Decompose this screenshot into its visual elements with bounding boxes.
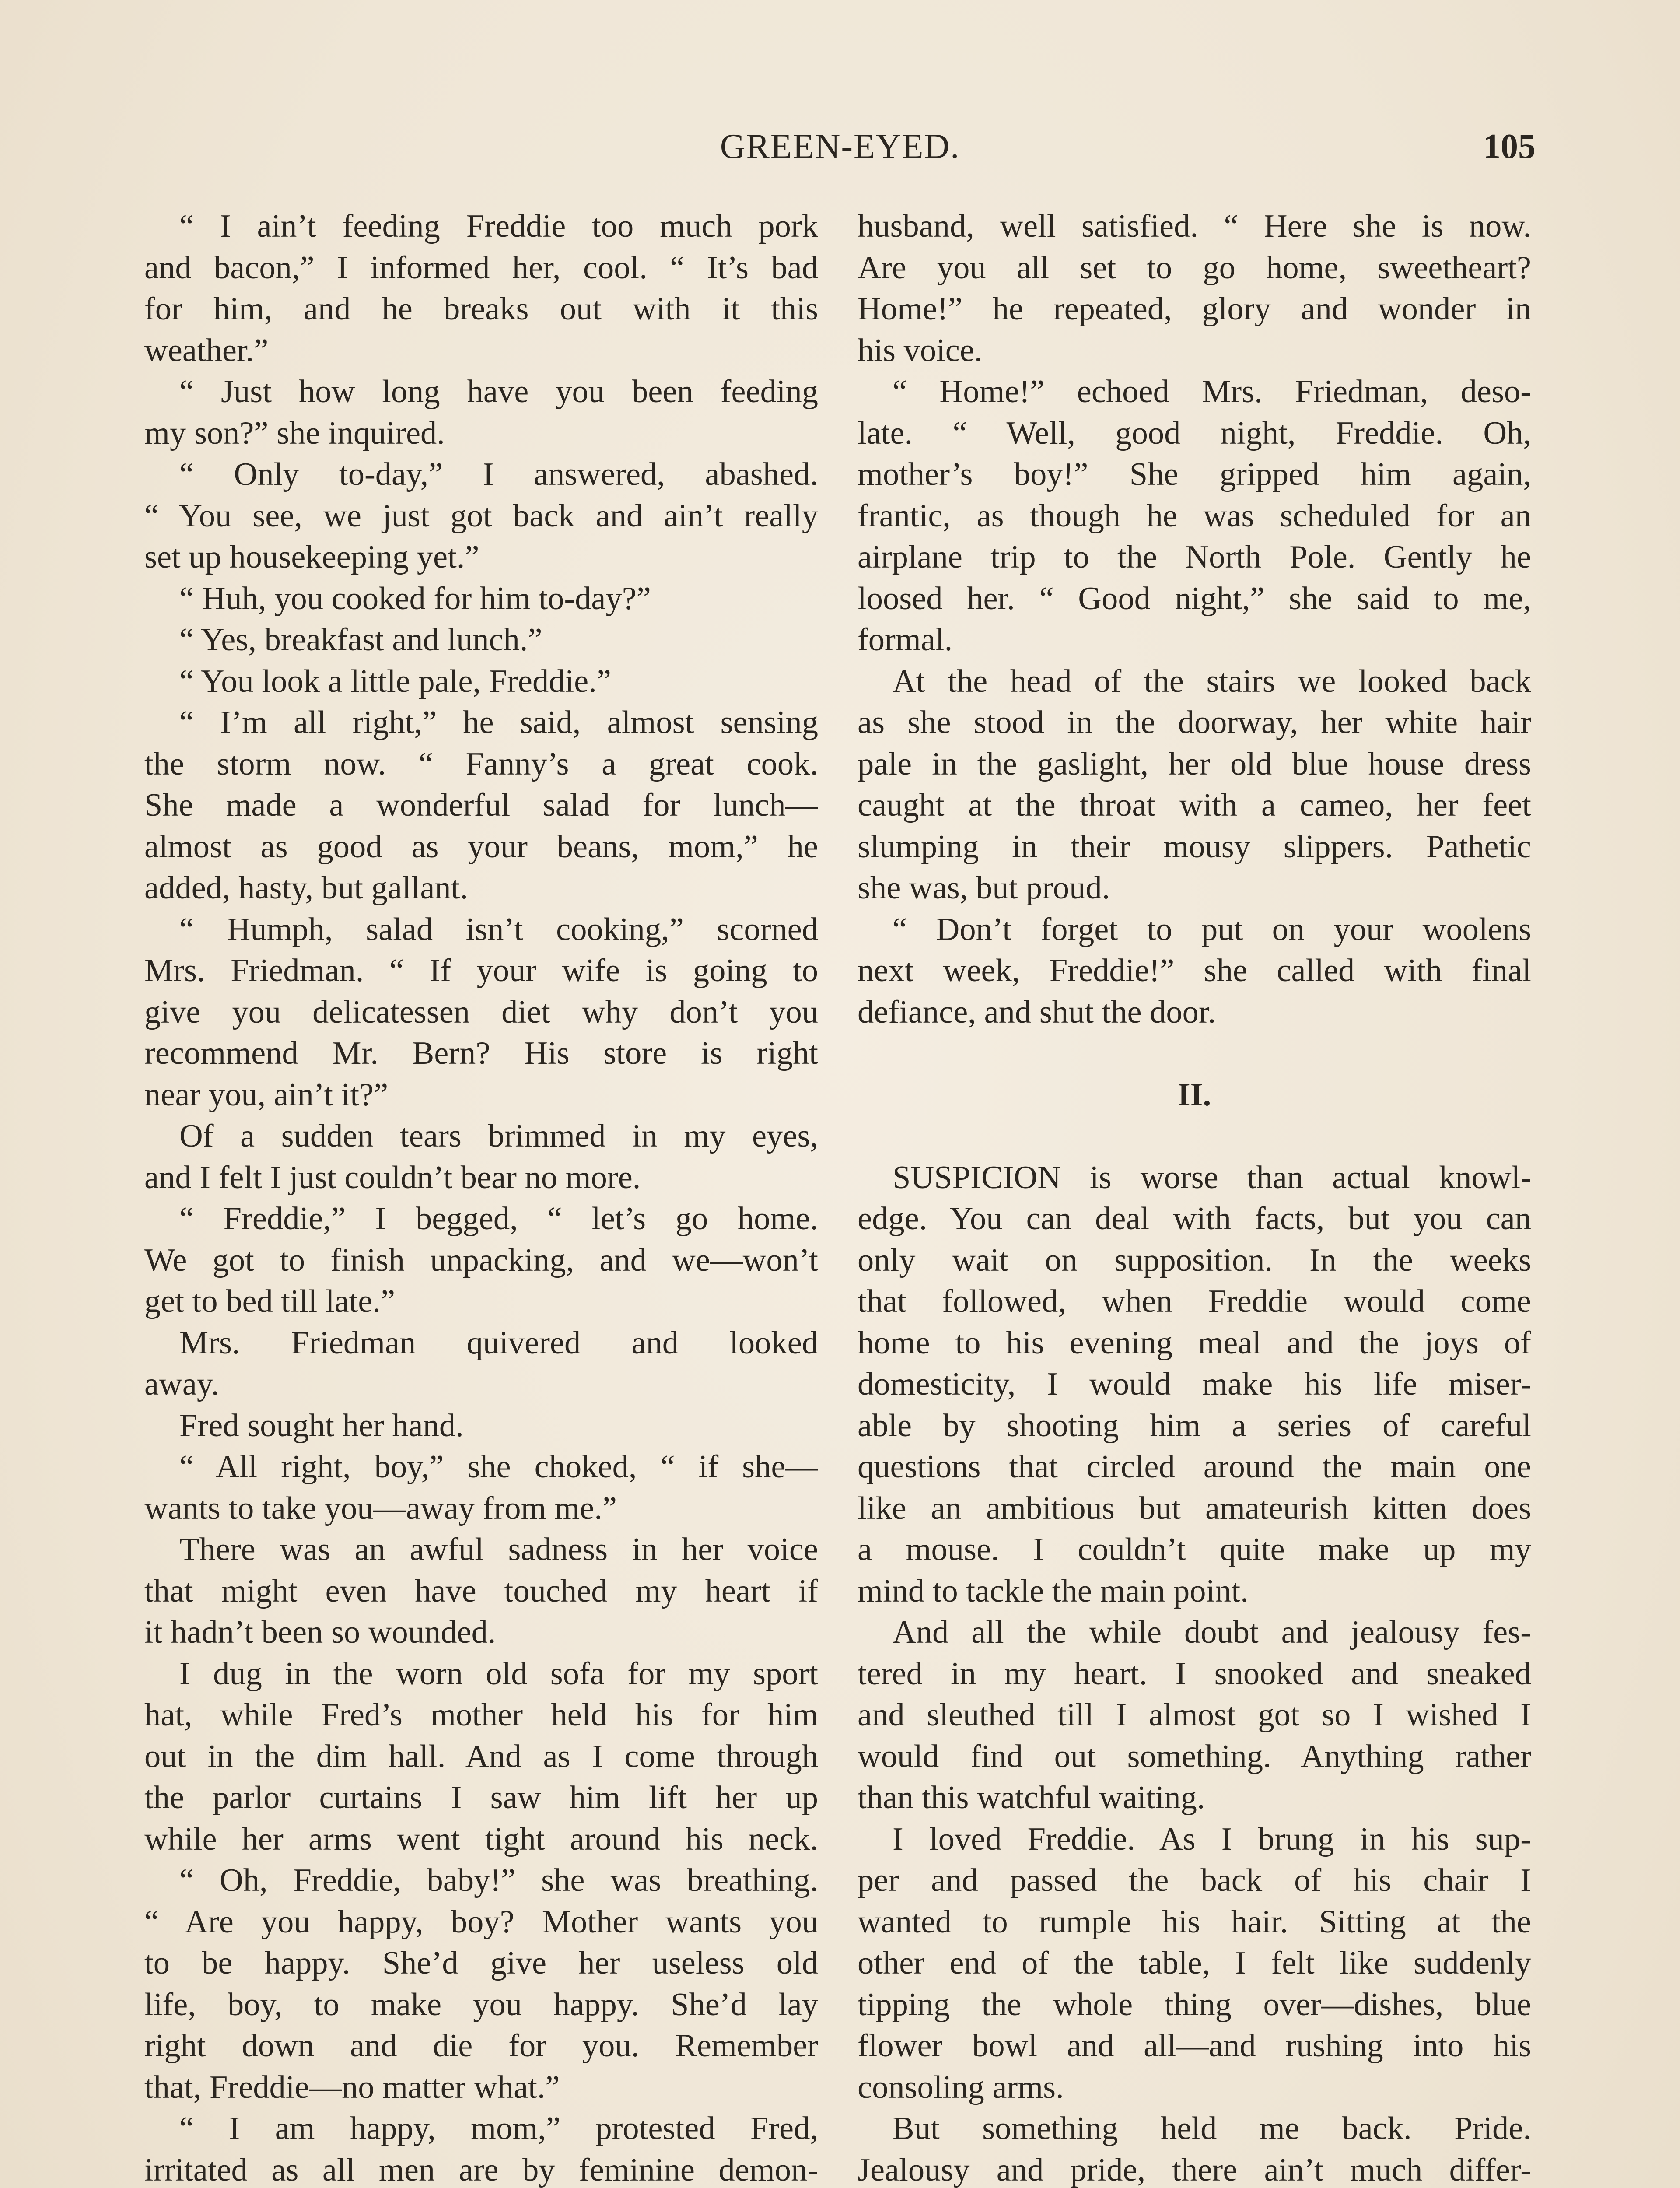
text-line: At the head of the stairs we looked back xyxy=(892,663,1531,699)
text-line: “ Are you happy, boy? Mother wants you xyxy=(144,1904,818,1940)
text-line: And all the while doubt and jealousy fes- xyxy=(892,1614,1531,1650)
text-line: Fred sought her hand. xyxy=(179,1407,464,1444)
text-line: frantic, as though he was scheduled for an xyxy=(858,498,1531,534)
text-line: mind to tackle the main point. xyxy=(858,1573,1249,1609)
text-line: “ Just how long have you been feeding xyxy=(179,374,818,410)
text-line: late. “ Well, good night, Freddie. Oh, xyxy=(858,415,1531,451)
running-title: GREEN-EYED. xyxy=(720,127,960,166)
text-line: Home!” he repeated, glory and wonder in xyxy=(858,291,1531,327)
text-line: consoling arms. xyxy=(858,2069,1064,2105)
text-line: domesticity, I would make his life miser- xyxy=(858,1366,1531,1402)
text-line: Jealousy and pride, there ain’t much differ- xyxy=(858,2152,1531,2188)
page-number: 105 xyxy=(1483,127,1536,166)
text-line: near you, ain’t it?” xyxy=(144,1076,388,1113)
spacer xyxy=(858,1115,1531,1157)
text-line: irritated as all men are by feminine demon- xyxy=(144,2152,818,2188)
text-line: life, boy, to make you happy. She’d lay xyxy=(144,1986,818,2023)
text-line: “ I am happy, mom,” protested Fred, xyxy=(179,2111,818,2146)
text-line: tipping the whole thing over—dishes, blue xyxy=(858,1986,1531,2023)
text-line: tered in my heart. I snooked and sneaked xyxy=(858,1655,1531,1692)
text-line: I dug in the worn old sofa for my sport xyxy=(179,1655,818,1692)
text-line: next week, Freddie!” she called with final xyxy=(858,953,1531,989)
page-header xyxy=(144,127,1536,184)
text-line: than this watchful waiting. xyxy=(858,1780,1205,1816)
right-column xyxy=(858,206,1531,2188)
text-line: wants to take you—away from me.” xyxy=(144,1490,617,1526)
text-line: that, Freddie—no matter what.” xyxy=(144,2069,560,2105)
text-line: it hadn’t been so wounded. xyxy=(144,1614,496,1650)
text-line: to be happy. She’d give her useless old xyxy=(144,1945,818,1981)
text-line: added, hasty, but gallant. xyxy=(144,870,468,906)
text-line: that might even have touched my heart if xyxy=(144,1573,818,1609)
text-line: other end of the table, I felt like suddenly xyxy=(858,1945,1531,1981)
text-line: almost as good as your beans, mom,” he xyxy=(144,828,818,865)
text-line: “ Huh, you cooked for him to-day?” xyxy=(179,580,651,617)
text-line: “ Don’t forget to put on your woolens xyxy=(892,911,1531,947)
text-line: edge. You can deal with facts, but you can xyxy=(858,1201,1531,1237)
text-line: She made a wonderful salad for lunch— xyxy=(144,787,818,823)
text-line: his voice. xyxy=(858,332,983,368)
text-line: questions that circled around the main one xyxy=(858,1449,1531,1485)
left-column xyxy=(144,206,818,2188)
text-line: formal. xyxy=(858,622,953,658)
text-line: “ Oh, Freddie, baby!” she was breathing. xyxy=(179,1862,818,1898)
text-line: But something held me back. Pride. xyxy=(892,2111,1531,2146)
text-line: “ Freddie,” I begged, “ let’s go home. xyxy=(179,1201,818,1237)
text-line: We got to finish unpacking, and we—won’t xyxy=(144,1242,818,1278)
text-line: recommend Mr. Bern? His store is right xyxy=(144,1035,818,1071)
text-line: airplane trip to the North Pole. Gently he xyxy=(858,539,1531,575)
text-line: I loved Freddie. As I brung in his sup- xyxy=(892,1821,1531,1857)
text-line: that followed, when Freddie would come xyxy=(858,1283,1531,1319)
text-line: away. xyxy=(144,1366,219,1402)
text-line: “ Home!” echoed Mrs. Friedman, deso- xyxy=(892,374,1531,410)
text-line: home to his evening meal and the joys of xyxy=(858,1325,1531,1361)
text-line: SUSPICION is worse than actual knowl- xyxy=(892,1159,1531,1196)
text-line: for him, and he breaks out with it this xyxy=(144,291,818,327)
text-line: a mouse. I couldn’t quite make up my xyxy=(858,1532,1531,1567)
text-line: as she stood in the doorway, her white hair xyxy=(858,705,1531,740)
text-line: “ Only to-day,” I answered, abashed. xyxy=(179,456,818,492)
text-line: “ You see, we just got back and ain’t really xyxy=(144,498,818,534)
text-line: my son?” she inquired. xyxy=(144,415,445,451)
text-line: flower bowl and all—and rushing into his xyxy=(858,2028,1531,2064)
text-line: per and passed the back of his chair I xyxy=(858,1862,1531,1898)
text-line: the storm now. “ Fanny’s a great cook. xyxy=(144,746,818,782)
text-line: right down and die for you. Remember xyxy=(144,2028,818,2064)
text-line: caught at the throat with a cameo, her feet xyxy=(858,787,1531,823)
text-line: defiance, and shut the door. xyxy=(858,994,1216,1030)
text-line: weather.” xyxy=(144,332,269,368)
text-line: Are you all set to go home, sweetheart? xyxy=(858,249,1531,286)
text-line: Of a sudden tears brimmed in my eyes, xyxy=(179,1118,818,1154)
text-line: get to bed till late.” xyxy=(144,1283,396,1319)
text-line: able by shooting him a series of careful xyxy=(858,1407,1531,1444)
spacer xyxy=(858,1033,1531,1074)
section-heading: II. xyxy=(1177,1076,1211,1113)
text-line: while her arms went tight around his neck. xyxy=(144,1821,818,1857)
text-line: “ You look a little pale, Freddie.” xyxy=(179,663,611,699)
text-line: and sleuthed till I almost got so I wished I xyxy=(858,1697,1531,1733)
text-line: would find out something. Anything rather xyxy=(858,1738,1531,1774)
text-line: and bacon,” I informed her, cool. “ It’s bad xyxy=(144,249,818,286)
text-line: pale in the gaslight, her old blue house dress xyxy=(858,746,1531,782)
text-line: There was an awful sadness in her voice xyxy=(179,1532,818,1567)
text-line: give you delicatessen diet why don’t you xyxy=(144,994,818,1030)
text-line: “ I’m all right,” he said, almost sensing xyxy=(179,705,818,740)
text-line: “ Yes, breakfast and lunch.” xyxy=(179,622,542,658)
text-line: husband, well satisfied. “ Here she is now. xyxy=(858,208,1531,244)
text-line: the parlor curtains I saw him lift her up xyxy=(144,1780,818,1816)
text-line: mother’s boy!” She gripped him again, xyxy=(858,456,1531,492)
text-line: hat, while Fred’s mother held his for him xyxy=(144,1697,818,1733)
text-line: out in the dim hall. And as I come through xyxy=(144,1738,818,1774)
text-line: “ I ain’t feeding Freddie too much pork xyxy=(179,208,818,244)
text-line: she was, but proud. xyxy=(858,870,1110,906)
text-line: Mrs. Friedman. “ If your wife is going to xyxy=(144,953,818,989)
text-line: set up housekeeping yet.” xyxy=(144,539,480,575)
text-line: wanted to rumple his hair. Sitting at the xyxy=(858,1904,1531,1940)
text-line: like an ambitious but amateurish kitten does xyxy=(858,1490,1531,1526)
text-line: “ All right, boy,” she choked, “ if she— xyxy=(179,1449,818,1485)
text-line: only wait on supposition. In the weeks xyxy=(858,1242,1531,1278)
text-line: loosed her. “ Good night,” she said to me, xyxy=(858,580,1531,617)
text-line: “ Humph, salad isn’t cooking,” scorned xyxy=(179,911,818,947)
text-line: Mrs. Friedman quivered and looked xyxy=(179,1325,818,1361)
text-line: slumping in their mousy slippers. Pathetic xyxy=(858,828,1531,865)
text-line: and I felt I just couldn’t bear no more. xyxy=(144,1159,641,1196)
